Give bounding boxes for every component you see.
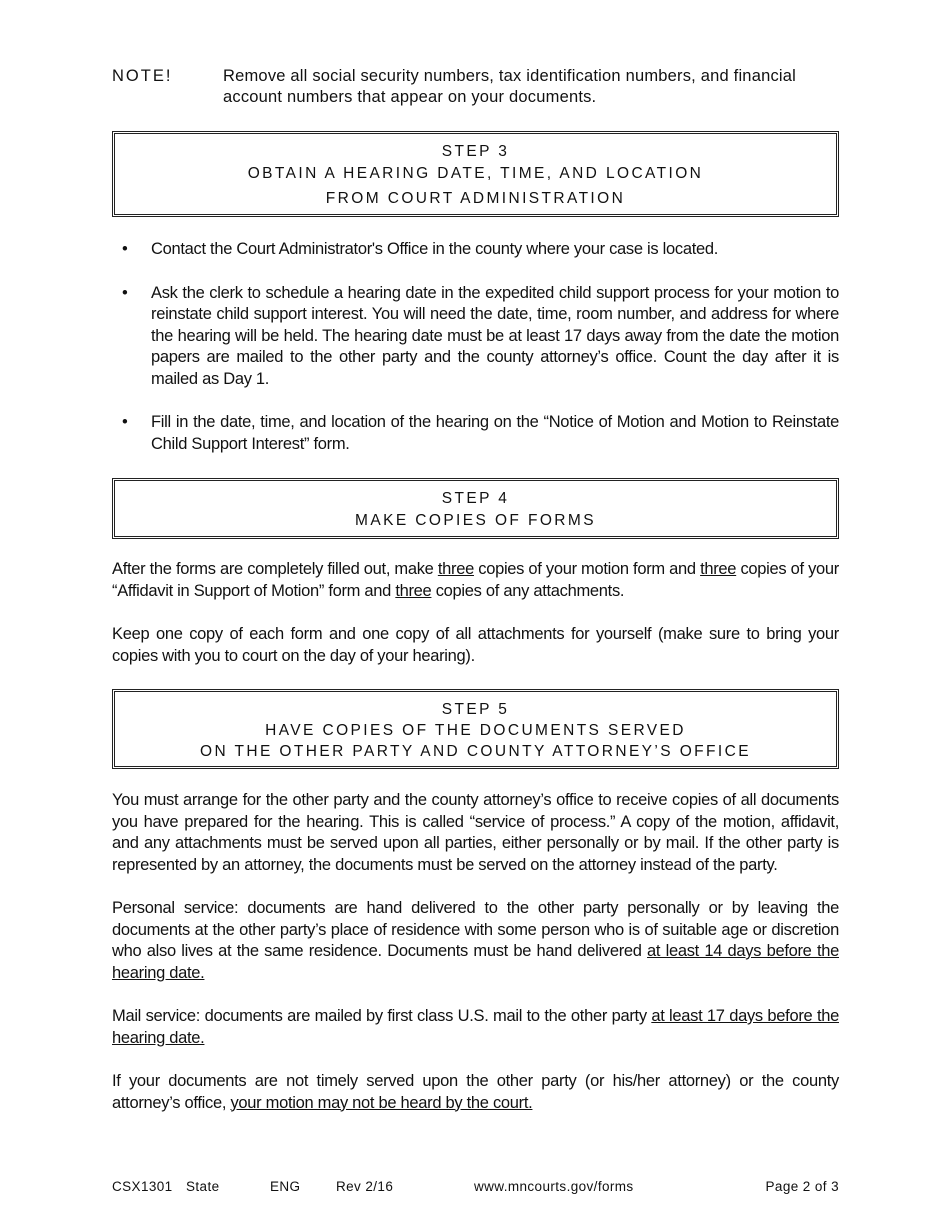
step-5-paragraph-1: You must arrange for the other party and the county attorney’s office to receive copies of all documents you have prepared for the hearing. This is called “service of process.” A copy of the motion, affidavit, and any attachments must be served upon all parties, either personally or by mail. If the other party is represented by an attorney, the documents must be served on the attorney instead of the party. — [112, 791, 839, 874]
step-5-warning: If your documents are not timely served upon the other party (or his/her attorney) or the county attorney’s office, your motion may not be heard by the court. — [112, 1072, 839, 1112]
list-item: • Fill in the date, time, and location of the hearing on the “Notice of Motion and Motion to Reinstate Child Support Interest” form. — [112, 412, 839, 455]
step-4-title: MAKE COPIES OF FORMS — [355, 512, 596, 529]
step-3-bullet-list — [112, 239, 839, 455]
step-4-paragraph-1: After the forms are completely filled out, make three copies of your motion form and three copies of your “Affidavit in Support of Motion” form and three copies of any attachments. — [112, 560, 839, 600]
note-text: Remove all social security numbers, tax identification numbers, and financial account numbers that appear on your documents. — [223, 67, 796, 106]
step-4-header — [112, 478, 839, 539]
step-5-number: STEP 5 — [441, 701, 510, 718]
step-4-number: STEP 4 — [441, 490, 510, 507]
step-3-title-line-1: OBTAIN A HEARING DATE, TIME, AND LOCATION — [247, 165, 704, 182]
list-item: • Ask the clerk to schedule a hearing date in the expedited child support process for your motion to reinstate child support interest. You will need the date, time, room number, and address for where the hearing will be held. The hearing date must be at least 17 days away from the date the motion papers are mailed to the other party and the county attorney’s office. Count the day after it is mailed as Day 1. — [112, 283, 839, 391]
note-label: NOTE! — [112, 67, 173, 85]
list-item: • Contact the Court Administrator's Office in the county where your case is located. — [112, 239, 839, 261]
step-3-number: STEP 3 — [441, 143, 510, 160]
document-page — [112, 66, 839, 1114]
step-5-personal-service: Personal service: documents are hand delivered to the other party personally or by leaving the documents at the other party’s place of residence with some person who is of suitable age or discretion who also lives at the same residence. Documents must be hand delivered at least 14 days before the hearing date. — [112, 899, 839, 982]
step-5-mail-service: Mail service: documents are mailed by first class U.S. mail to the other party at least 17 days before the hearing date. — [112, 1007, 839, 1047]
step-5-header — [112, 689, 839, 769]
page-footer — [112, 1179, 839, 1197]
website-link[interactable]: www.mncourts.gov/forms — [474, 1179, 634, 1194]
language: ENG — [270, 1179, 301, 1194]
step-3-title-line-2: FROM COURT ADMINISTRATION — [325, 190, 626, 207]
form-code: CSX1301 — [112, 1179, 173, 1194]
note-block — [112, 66, 839, 108]
step-5-title-line-1: HAVE COPIES OF THE DOCUMENTS SERVED — [265, 722, 686, 739]
revision: Rev 2/16 — [336, 1179, 394, 1194]
step-5-title-line-2: ON THE OTHER PARTY AND COUNTY ATTORNEY’S OFFICE — [200, 743, 751, 760]
step-3-header — [112, 131, 839, 217]
page-number: Page 2 of 3 — [765, 1179, 839, 1194]
jurisdiction: State — [186, 1179, 220, 1194]
step-4-paragraph-2: Keep one copy of each form and one copy of all attachments for yourself (make sure to bring your copies with you to court on the day of your hearing). — [112, 625, 839, 665]
